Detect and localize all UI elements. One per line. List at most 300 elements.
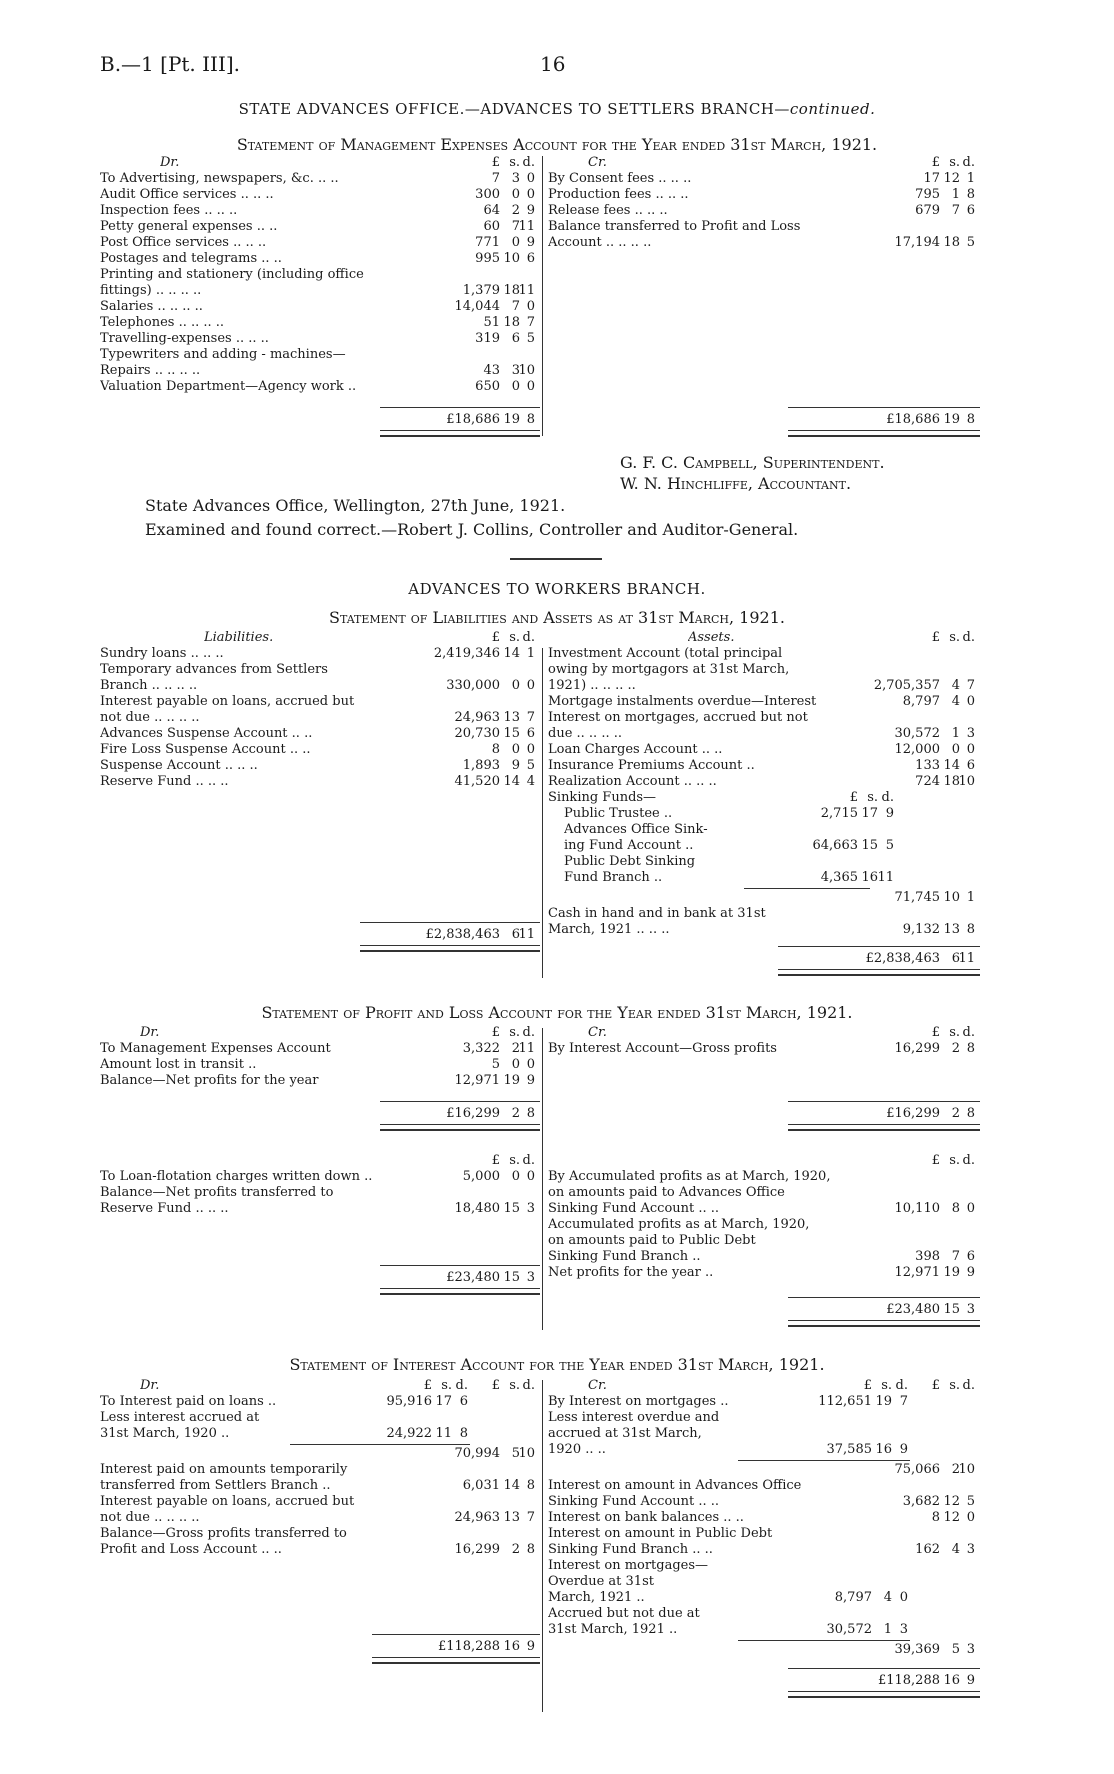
ledger-row-label: Sundry loans .. .. .. [100,646,224,661]
ledger-row-label: on amounts paid to Public Debt [548,1233,756,1248]
ledger-amount-shillings: 19 [943,1265,960,1280]
liabilities-table [100,630,540,952]
sinking-currency-shillings: s. [867,790,878,805]
ledger-row-label: Typewriters and adding - machines— [100,347,346,362]
ledger-amount-pounds: 133 [915,758,940,773]
ledger-row-label: 31st March, 1921 .. [548,1622,678,1637]
ledger-row-label: Inspection fees .. .. .. [100,203,238,218]
ledger-row [548,1478,980,1494]
sub-currency-pence: d. [895,1378,908,1393]
ledger-row-label: Suspense Account .. .. .. [100,758,258,773]
total-row [100,1270,540,1286]
ledger-amount-pounds: 12,971 [894,1265,940,1280]
ledger-amount-shillings: 7 [511,219,520,234]
spacer [100,790,540,922]
pl-cr-table [548,1025,980,1131]
ledger-row-label: Reserve Fund .. .. .. [100,774,229,789]
ledger-amount-pence: 8 [526,1542,535,1557]
sinking-fund-row [548,838,980,854]
ledger-row-label: Investment Account (total principal [548,646,783,661]
ledger-amount-shillings: 5 [511,1446,520,1461]
ledger-amount-shillings: 4 [951,1542,960,1557]
ledger-amount-pounds: 3,322 [462,1041,500,1056]
office-date: State Advances Office, Wellington, 27th June, 1921. [145,496,566,515]
subtotal-rule [738,1460,910,1461]
ledger-row-label: 1921) .. .. .. .. [548,678,636,693]
sub-amount-pence: 8 [459,1426,468,1441]
ledger-row [100,1394,540,1410]
ledger-row [100,1073,540,1089]
currency-heading-pence: d. [522,1025,535,1040]
total-double-rule [380,1288,540,1295]
examined-note: Examined and found correct.—Robert J. Collins, Controller and Auditor-General. [145,520,799,539]
sub-amount-shillings: 4 [883,1590,892,1605]
total-rule [788,1668,980,1669]
total-amount-shillings: 19 [503,412,520,427]
ledger-amount-shillings: 0 [511,187,520,202]
ledger-amount-pounds: 24,963 [454,710,500,725]
signature-hinchliffe: W. N. Hinchliffe, Accountant. [620,474,852,493]
ledger-row-label: 1920 .. .. [548,1442,606,1457]
sub-currency-pence: d. [455,1378,468,1393]
ledger-amount-pence: 0 [966,694,975,709]
ledger-amount-pence: 4 [526,774,535,789]
ledger-amount-shillings: 3 [511,171,520,186]
ledger-row [548,1526,980,1542]
sinking-funds-heading: Sinking Funds— [548,790,657,805]
page-number: 16 [540,52,566,76]
total-row [100,927,540,943]
ledger-row-label: Loan Charges Account .. .. [548,742,723,757]
ledger-header-row [548,1153,980,1169]
total-amount-pence: 3 [526,1270,535,1285]
ledger-row-label: Balance—Net profits transferred to [100,1185,334,1200]
ledger-amount-pence: 6 [526,726,535,741]
ledger-row-label: owing by mortgagors at 31st March, [548,662,790,677]
ledger-amount-pounds: 162 [915,1542,940,1557]
ledger-amount-shillings: 14 [503,1478,520,1493]
ledger-amount-pence: 0 [526,187,535,202]
ledger-row [548,171,980,187]
ledger-row-label: Profit and Loss Account .. .. [100,1542,282,1557]
spacer [548,938,980,946]
ledger-amount-pounds: 300 [475,187,500,202]
ledger-row-label: Insurance Premiums Account .. [548,758,755,773]
ledger-amount-shillings: 6 [511,331,520,346]
ledger-row [548,1233,980,1249]
ledger-amount-pence: 8 [966,1041,975,1056]
ledger-row [100,379,540,395]
ledger-side-heading: Liabilities. [204,630,274,645]
currency-heading-pounds: £ [491,155,500,170]
total-amount-pence: 11 [518,927,535,942]
ledger-amount-pounds: 24,963 [454,1510,500,1525]
ledger-row [100,267,540,283]
ledger-amount-shillings: 0 [511,235,520,250]
ledger-row-label: By Accumulated profits as at March, 1920, [548,1169,831,1184]
currency-heading-pence: d. [522,630,535,645]
ledger-amount-pence: 6 [966,758,975,773]
sinking-fund-label: ing Fund Account .. [564,838,694,853]
total-rule [380,407,540,408]
ledger-row [100,1510,540,1526]
ledger-row-label: Mortgage instalments overdue—Interest [548,694,817,709]
ledger-amount-pence: 1 [966,171,975,186]
currency-heading-shillings: s. [509,1025,520,1040]
ledger-row-label: Realization Account .. .. .. [548,774,717,789]
ledger-row [100,251,540,267]
total-row [100,1639,540,1655]
ledger-amount-pounds: 16,299 [454,1542,500,1557]
ledger-row [100,203,540,219]
ledger-row-label: Fire Loss Suspense Account .. .. [100,742,311,757]
ledger-amount-shillings: 14 [503,646,520,661]
ledger-row-label: Interest on bank balances .. .. [548,1510,744,1525]
total-double-rule [788,1124,980,1131]
ledger-row [100,710,540,726]
sinking-fund-row [548,822,980,838]
ledger-amount-pence: 10 [958,1462,975,1477]
ledger-header-row [100,155,540,171]
ledger-amount-shillings: 15 [503,726,520,741]
ledger-row [100,283,540,299]
ledger-row [100,694,540,710]
spacer [548,251,980,407]
cash-label: March, 1921 .. .. .. [548,922,670,937]
sub-currency-shillings: s. [881,1378,892,1393]
ledger-amount-pence: 0 [966,742,975,757]
ledger-amount-pounds: 398 [915,1249,940,1264]
total-rule [380,1101,540,1102]
ledger-row-label: Interest on amount in Advances Office [548,1478,802,1493]
ledger-amount-pounds: 12,000 [894,742,940,757]
ledger-row [100,742,540,758]
ledger-amount-pence: 0 [526,1169,535,1184]
ledger-header-row [548,1025,980,1041]
total-amount-pounds: £16,299 [446,1106,500,1121]
ledger-amount-pounds: 64 [483,203,500,218]
ledger-row-label: Post Office services .. .. .. [100,235,267,250]
total-amount-shillings: 6 [951,951,960,966]
ledger-amount-shillings: 10 [503,251,520,266]
ledger-row [100,1410,540,1426]
total-double-rule [380,1124,540,1131]
ledger-side-heading: Dr. [140,1025,160,1040]
currency-heading-shillings: s. [949,630,960,645]
total-rule [380,1265,540,1266]
currency-heading-pounds: £ [931,1025,940,1040]
total-amount-pounds: £16,299 [886,1106,940,1121]
ledger-amount-pence: 11 [518,1041,535,1056]
total-double-rule [372,1657,540,1664]
ledger-row-label: Printing and stationery (including office [100,267,364,282]
ledger-row-label: Balance—Gross profits transferred to [100,1526,347,1541]
ledger-amount-pence: 0 [526,379,535,394]
total-row [548,1673,980,1689]
currency-heading-pounds: £ [491,630,500,645]
ledger-amount-pence: 8 [526,1478,535,1493]
total-amount-pence: 8 [526,1106,535,1121]
total-rule [788,1101,980,1102]
currency-heading-shillings: s. [509,630,520,645]
ledger-row-label: Temporary advances from Settlers [100,662,328,677]
sub-amount-pounds: 95,916 [386,1394,432,1409]
ledger-amount-pence: 10 [518,363,535,378]
ledger-total [548,1101,980,1131]
ledger-row [548,1606,980,1622]
ledger-row-label: Branch .. .. .. .. [100,678,198,693]
ledger-row-label: Accumulated profits as at March, 1920, [548,1217,810,1232]
sinking-total-shillings: 10 [943,890,960,905]
ledger-amount-pounds: 650 [475,379,500,394]
total-double-rule [360,945,540,952]
ledger-amount-shillings: 2 [511,1041,520,1056]
sinking-amount-shillings: 15 [861,838,878,853]
interest-dr-table [100,1378,540,1664]
ledger-amount-pence: 7 [526,315,535,330]
ledger-row-label: By Interest on mortgages .. [548,1394,729,1409]
total-rule [778,946,980,947]
section-separator [510,558,602,560]
sub-amount-pounds: 112,651 [818,1394,872,1409]
ledger-row [548,662,980,678]
ledger-row-label: By Consent fees .. .. .. [548,171,692,186]
sub-amount-pounds: 37,585 [826,1442,872,1457]
ledger-row-label: not due .. .. .. .. [100,710,200,725]
ledger-row [548,203,980,219]
sub-amount-pounds: 30,572 [826,1622,872,1637]
ledger-amount-shillings: 0 [511,1057,520,1072]
ledger-row-label: Overdue at 31st [548,1574,654,1589]
ledger-amount-pence: 9 [526,203,535,218]
ledger-row-label: Interest payable on loans, accrued but [100,1494,355,1509]
ledger-row-label: Interest payable on loans, accrued but [100,694,355,709]
sinking-fund-label: Public Debt Sinking [564,854,696,869]
ledger-row [100,1041,540,1057]
interest-divider [542,1380,543,1712]
cash-label: Cash in hand and in bank at 31st [548,906,766,921]
ledger-amount-pence: 3 [966,1542,975,1557]
total-amount-pence: 8 [966,412,975,427]
sinking-amount-pounds: 4,365 [820,870,858,885]
ledger-side-heading: Cr. [588,155,607,170]
ledger-amount-shillings: 12 [943,171,960,186]
ledger-row [548,1185,980,1201]
ledger-amount-pence: 6 [966,203,975,218]
ledger-row [548,1494,980,1510]
ledger-amount-shillings: 7 [511,299,520,314]
ledger-header-row [100,630,540,646]
subtotal-rule [738,1640,910,1641]
sinking-total-pounds: 71,745 [894,890,940,905]
mgmt-dr-table [100,155,540,437]
total-double-rule [788,1320,980,1327]
sinking-amount-pence: 11 [877,870,894,885]
ledger-amount-shillings: 13 [503,710,520,725]
ledger-row [548,1410,980,1426]
ledger-row [100,1494,540,1510]
spacer [100,1089,540,1101]
ledger-amount-shillings: 2 [511,203,520,218]
ledger-amount-shillings: 14 [503,774,520,789]
ledger-amount-pounds: 70,994 [454,1446,500,1461]
ledger-row-label: Interest on mortgages, accrued but not [548,710,808,725]
ledger-header-row [100,1025,540,1041]
ledger-amount-pence: 11 [518,283,535,298]
ledger-row [548,1642,980,1658]
ledger-amount-pence: 9 [526,235,535,250]
total-amount-pounds: £2,838,463 [425,927,500,942]
ledger-row-label: To Management Expenses Account [100,1041,331,1056]
total-amount-shillings: 15 [943,1302,960,1317]
ledger-header-row [100,1378,540,1394]
ledger-amount-pounds: 6,031 [462,1478,500,1493]
ledger-amount-pounds: 3,682 [902,1494,940,1509]
currency-heading-pence: d. [962,1378,975,1393]
ledger-amount-pounds: 2,419,346 [433,646,500,661]
ledger-row-label: Less interest overdue and [548,1410,720,1425]
sub-amount-pence: 3 [899,1622,908,1637]
ledger-amount-pence: 0 [526,171,535,186]
ledger-row-label: To Advertising, newspapers, &c. .. .. [100,171,339,186]
ledger-row [548,1462,980,1478]
currency-heading-shillings: s. [949,1378,960,1393]
ledger-row [548,187,980,203]
ledger-amount-pence: 10 [518,1446,535,1461]
sub-currency-shillings: s. [441,1378,452,1393]
currency-heading-pounds: £ [491,1378,500,1393]
ledger-amount-shillings: 19 [503,1073,520,1088]
ledger-side-heading: Dr. [160,155,180,170]
sub-amount-pence: 6 [459,1394,468,1409]
ledger-amount-shillings: 12 [943,1494,960,1509]
ledger-amount-pence: 3 [966,726,975,741]
currency-heading-pounds: £ [491,1153,500,1168]
mgmt-title: Statement of Management Expenses Account for the Year ended 31st March, 1921. [236,135,878,154]
ledger-row-label: To Loan-flotation charges written down .. [100,1169,373,1184]
ledger-row [548,235,980,251]
cash-amount-shillings: 13 [943,922,960,937]
ledger-row-label: Sinking Fund Account .. .. [548,1201,720,1216]
interest-cr-table [548,1378,980,1698]
total-rule [360,922,540,923]
total-row [548,951,980,967]
total-double-rule [788,1691,980,1698]
ledger-row [548,1442,980,1458]
ledger-row [100,347,540,363]
ledger-row-label: Salaries .. .. .. .. [100,299,203,314]
sinking-amount-pence: 5 [885,838,894,853]
balance-divider [542,648,543,978]
ledger-side-heading: Cr. [588,1025,607,1040]
subtotal-rule [744,888,870,889]
ledger-row [548,726,980,742]
cash-amount-pence: 8 [966,922,975,937]
sinking-currency-pounds: £ [849,790,858,805]
ledger-amount-pence: 5 [526,331,535,346]
ledger-row [548,758,980,774]
sub-currency-pounds: £ [863,1378,872,1393]
total-amount-pence: 3 [966,1302,975,1317]
ledger-amount-pounds: 16,299 [894,1041,940,1056]
currency-heading-pence: d. [522,155,535,170]
ledger-row [548,710,980,726]
sinking-currency-pence: d. [881,790,894,805]
ledger-row-label: Travelling-expenses .. .. .. [100,331,269,346]
ledger-amount-shillings: 12 [943,1510,960,1525]
sub-amount-shillings: 16 [875,1442,892,1457]
ledger-amount-pence: 6 [526,251,535,266]
mgmt-cr-table [548,155,980,437]
currency-heading-pence: d. [962,155,975,170]
ledger-row-label: Account .. .. .. .. [548,235,652,250]
ledger-row [548,1041,980,1057]
ledger-row-label: Sinking Fund Account .. .. [548,1494,720,1509]
pl-title: Statement of Profit and Loss Account for the Year ended 31st March, 1921. [261,1003,853,1022]
sinking-amount-pounds: 2,715 [820,806,858,821]
ledger-total [100,922,540,952]
ledger-amount-shillings: 15 [503,1201,520,1216]
ledger-total [548,1668,980,1698]
ledger-amount-pence: 5 [966,235,975,250]
signature-campbell: G. F. C. Campbell, Superintendent. [620,453,885,472]
ledger-row [548,1201,980,1217]
ledger-total [100,1101,540,1131]
spacer [100,1558,540,1634]
currency-heading-shillings: s. [509,1153,520,1168]
ledger-amount-pounds: 771 [475,235,500,250]
ledger-row [548,1265,980,1281]
total-amount-pence: 9 [526,1639,535,1654]
ledger-amount-pounds: 17,194 [894,235,940,250]
ledger-amount-pounds: 724 [915,774,940,789]
ledger-row [100,1057,540,1073]
ledger-row [100,219,540,235]
ledger-row-label: By Interest Account—Gross profits [548,1041,777,1056]
ledger-row [548,1542,980,1558]
ledger-row [100,1478,540,1494]
interest-title: Statement of Interest Account for the Year ended 31st March, 1921. [289,1355,825,1374]
ledger-amount-pence: 0 [966,1510,975,1525]
pl-divider [542,1028,543,1330]
spacer [548,1281,980,1297]
ledger-row [548,219,980,235]
total-double-rule [778,969,980,976]
total-amount-shillings: 2 [511,1106,520,1121]
ledger-row [548,646,980,662]
ledger-amount-shillings: 0 [951,742,960,757]
ledger-amount-pence: 0 [526,678,535,693]
ledger-amount-pounds: 8 [491,742,500,757]
ledger-row [548,1169,980,1185]
cash-amount-pounds: 9,132 [902,922,940,937]
mgmt-divider [542,156,543,436]
sinking-fund-label: Fund Branch .. [564,870,663,885]
total-amount-pence: 8 [526,412,535,427]
section-heading [0,100,1114,118]
total-amount-pounds: £118,288 [437,1639,500,1654]
ledger-row [548,1394,980,1410]
ledger-amount-pence: 0 [526,742,535,757]
total-row [100,1106,540,1122]
sinking-total-pence: 1 [966,890,975,905]
balance-title: Statement of Liabilities and Assets as at 31st March, 1921. [329,608,785,627]
currency-heading-shillings: s. [949,1025,960,1040]
ledger-row [100,171,540,187]
ledger-amount-shillings: 8 [951,1201,960,1216]
ledger-row-label: Postages and telegrams .. .. [100,251,282,266]
ledger-amount-pounds: 995 [475,251,500,266]
